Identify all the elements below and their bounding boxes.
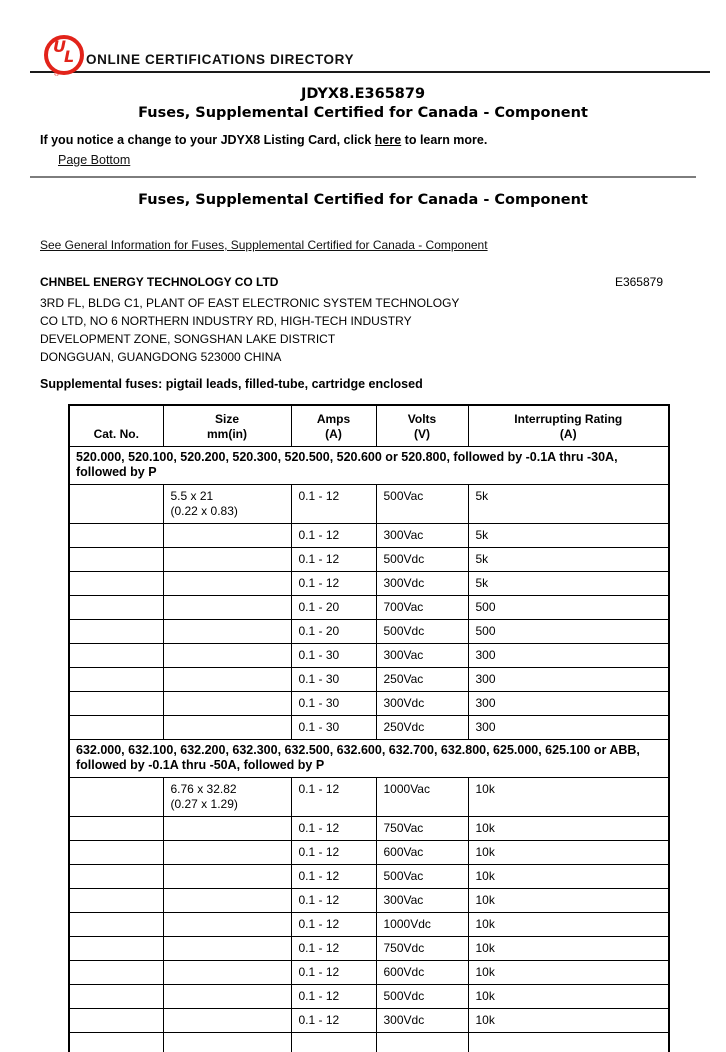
notice-pre: If you notice a change to your JDYX8 Listing Card, click	[40, 133, 375, 147]
cell-cat-no	[69, 936, 163, 960]
cell-volts: 500Vdc	[376, 547, 468, 571]
cell-cat-no	[69, 619, 163, 643]
registered-trademark-icon: ®	[54, 71, 60, 78]
table-section-header: 520.000, 520.100, 520.200, 520.300, 520.500, 520.600 or 520.800, followed by -0.1A thru -30A, followed by P	[69, 446, 669, 484]
cell-size: 5.5 x 21 (0.22 x 0.83)	[163, 484, 291, 523]
separator-rule	[30, 176, 696, 178]
table-row	[69, 936, 669, 960]
cell-size: 6.76 x 32.82 (0.27 x 1.29)	[163, 777, 291, 816]
cell-volts: 300Vac	[376, 888, 468, 912]
cell-cat-no	[69, 715, 163, 739]
cell-cat-no	[69, 547, 163, 571]
table-row	[69, 619, 669, 643]
table-row	[69, 547, 669, 571]
cell-size	[163, 715, 291, 739]
cell-interrupting-rating: 10k	[468, 936, 669, 960]
cell-interrupting-rating: 10k	[468, 777, 669, 816]
cell-interrupting-rating: 10k	[468, 888, 669, 912]
cell-cat-no	[69, 667, 163, 691]
cell-amps: 0.1 - 12	[291, 984, 376, 1008]
here-link[interactable]: here	[374, 133, 402, 147]
cell-size	[163, 619, 291, 643]
cell-interrupting-rating: 5k	[468, 547, 669, 571]
cell-cat-no	[69, 571, 163, 595]
cell-volts: 750Vdc	[376, 936, 468, 960]
table-row	[69, 484, 669, 523]
col-header-volts: Volts (V)	[376, 405, 468, 446]
cell-amps: 0.1 - 12	[291, 840, 376, 864]
cell-volts: 300Vac	[376, 523, 468, 547]
table-row	[69, 960, 669, 984]
cell-volts: 300Vac	[376, 643, 468, 667]
table-row	[69, 523, 669, 547]
ul-logo-icon	[44, 35, 86, 79]
company-row	[40, 275, 663, 289]
cell-size	[163, 1008, 291, 1032]
cell-interrupting-rating: 5k	[468, 523, 669, 547]
cell-cat-no	[69, 840, 163, 864]
cell-size	[163, 595, 291, 619]
spec-table	[68, 404, 670, 1052]
cell-interrupting-rating: 300	[468, 715, 669, 739]
cell-volts: 300Vdc	[376, 1008, 468, 1032]
cell-volts: 1000Vac	[376, 777, 468, 816]
cell-size	[163, 840, 291, 864]
masthead-rule	[30, 71, 710, 73]
cell-amps: 0.1 - 12	[291, 571, 376, 595]
cell-amps: 0.1 - 30	[291, 667, 376, 691]
col-header-interrupting-rating: Interrupting Rating (A)	[468, 405, 669, 446]
directory-title: ONLINE CERTIFICATIONS DIRECTORY	[86, 52, 355, 67]
cell-size	[163, 523, 291, 547]
cell-size-inches: (0.22 x 0.83)	[170, 503, 238, 518]
cell-cat-no	[69, 960, 163, 984]
cell-interrupting-rating: 10k	[468, 960, 669, 984]
table-header-row	[69, 405, 669, 446]
cell-volts: 500Vac	[376, 484, 468, 523]
cell-volts: 300Vdc	[376, 571, 468, 595]
cell-size	[163, 547, 291, 571]
spec-table-wrap	[68, 404, 670, 1052]
cell-interrupting-rating: 300	[468, 643, 669, 667]
cell-cat-no	[69, 864, 163, 888]
table-row	[69, 984, 669, 1008]
cell-size	[163, 960, 291, 984]
table-row	[69, 691, 669, 715]
address-line: DONGGUAN, GUANGDONG 523000 CHINA	[40, 350, 282, 364]
ul-logo-letter-u: U	[53, 37, 66, 56]
cell-volts: 600Vdc	[376, 960, 468, 984]
col-header-amps: Amps (A)	[291, 405, 376, 446]
cell-amps: 0.1 - 30	[291, 691, 376, 715]
cell-interrupting-rating: 10k	[468, 864, 669, 888]
product-description: Supplemental fuses: pigtail leads, filled-tube, cartridge enclosed	[40, 377, 423, 391]
col-header-cat-no: Cat. No.	[69, 405, 163, 446]
cell-cat-no	[69, 912, 163, 936]
company-address	[40, 294, 726, 366]
page-bottom-link[interactable]: Page Bottom	[58, 153, 131, 167]
table-row-partial	[69, 1032, 669, 1052]
cell-empty	[69, 1032, 163, 1052]
cell-amps: 0.1 - 20	[291, 595, 376, 619]
cell-volts: 250Vdc	[376, 715, 468, 739]
cell-amps: 0.1 - 12	[291, 936, 376, 960]
table-row	[69, 840, 669, 864]
cell-amps: 0.1 - 20	[291, 619, 376, 643]
address-line: CO LTD, NO 6 NORTHERN INDUSTRY RD, HIGH-TECH INDUSTRY	[40, 314, 412, 328]
cell-size	[163, 936, 291, 960]
cell-cat-no	[69, 643, 163, 667]
listing-title-line2: Fuses, Supplemental Certified for Canada - Component	[138, 105, 588, 121]
cell-empty	[163, 1032, 291, 1052]
cell-interrupting-rating: 10k	[468, 1008, 669, 1032]
cell-cat-no	[69, 1008, 163, 1032]
cell-amps: 0.1 - 12	[291, 1008, 376, 1032]
cell-cat-no	[69, 888, 163, 912]
table-row	[69, 715, 669, 739]
cell-size	[163, 984, 291, 1008]
cell-size	[163, 691, 291, 715]
table-section-header: 632.000, 632.100, 632.200, 632.300, 632.500, 632.600, 632.700, 632.800, 625.000, 625.100 or ABB, followed by -0.1A thru -50A, followed by P	[69, 739, 669, 777]
table-row	[69, 595, 669, 619]
cell-amps: 0.1 - 12	[291, 547, 376, 571]
cell-interrupting-rating: 300	[468, 691, 669, 715]
cell-amps: 0.1 - 12	[291, 888, 376, 912]
table-row	[69, 777, 669, 816]
cell-cat-no	[69, 523, 163, 547]
table-section-row	[69, 739, 669, 777]
cell-volts: 300Vdc	[376, 691, 468, 715]
company-name: CHNBEL ENERGY TECHNOLOGY CO LTD	[40, 275, 279, 289]
cell-interrupting-rating: 5k	[468, 484, 669, 523]
file-number: E365879	[614, 275, 663, 289]
cell-interrupting-rating: 10k	[468, 816, 669, 840]
cell-amps: 0.1 - 12	[291, 816, 376, 840]
cell-interrupting-rating: 300	[468, 667, 669, 691]
cell-empty	[376, 1032, 468, 1052]
table-row	[69, 1008, 669, 1032]
cell-amps: 0.1 - 30	[291, 715, 376, 739]
cell-size	[163, 816, 291, 840]
cell-cat-no	[69, 984, 163, 1008]
cell-amps: 0.1 - 12	[291, 912, 376, 936]
cell-amps: 0.1 - 12	[291, 960, 376, 984]
cell-interrupting-rating: 500	[468, 619, 669, 643]
cell-cat-no	[69, 816, 163, 840]
cell-cat-no	[69, 595, 163, 619]
cell-interrupting-rating: 10k	[468, 984, 669, 1008]
notice-text	[40, 133, 726, 147]
ul-logo-letter-l: L	[64, 47, 75, 66]
cell-volts: 500Vac	[376, 864, 468, 888]
cell-interrupting-rating: 10k	[468, 840, 669, 864]
table-row	[69, 643, 669, 667]
cell-amps: 0.1 - 12	[291, 864, 376, 888]
cell-amps: 0.1 - 12	[291, 777, 376, 816]
cell-volts: 750Vac	[376, 816, 468, 840]
category-heading: Fuses, Supplemental Certified for Canada - Component	[138, 192, 588, 208]
cell-volts: 1000Vdc	[376, 912, 468, 936]
notice-post: to learn more.	[401, 133, 488, 147]
cell-size	[163, 571, 291, 595]
cell-empty	[291, 1032, 376, 1052]
cell-size	[163, 667, 291, 691]
table-row	[69, 816, 669, 840]
cell-cat-no	[69, 484, 163, 523]
cell-volts: 700Vac	[376, 595, 468, 619]
table-row	[69, 864, 669, 888]
cell-cat-no	[69, 777, 163, 816]
cell-interrupting-rating: 10k	[468, 912, 669, 936]
cell-cat-no	[69, 691, 163, 715]
col-header-size: Size mm(in)	[163, 405, 291, 446]
cell-size	[163, 888, 291, 912]
address-line: 3RD FL, BLDG C1, PLANT OF EAST ELECTRONIC SYSTEM TECHNOLOGY	[40, 296, 460, 310]
general-information-link[interactable]: See General Information for Fuses, Supplemental Certified for Canada - Component	[40, 238, 488, 252]
cell-volts: 500Vdc	[376, 984, 468, 1008]
cell-volts: 500Vdc	[376, 619, 468, 643]
cell-amps: 0.1 - 12	[291, 523, 376, 547]
table-row	[69, 912, 669, 936]
table-section-row	[69, 446, 669, 484]
cell-empty	[468, 1032, 669, 1052]
cell-size-inches: (0.27 x 1.29)	[170, 796, 238, 811]
cell-size	[163, 864, 291, 888]
cell-amps: 0.1 - 12	[291, 484, 376, 523]
table-row	[69, 888, 669, 912]
table-row	[69, 571, 669, 595]
cell-interrupting-rating: 5k	[468, 571, 669, 595]
cell-size	[163, 643, 291, 667]
cell-amps: 0.1 - 30	[291, 643, 376, 667]
cell-volts: 250Vac	[376, 667, 468, 691]
spec-table-body	[69, 446, 669, 1052]
table-row	[69, 667, 669, 691]
cell-volts: 600Vac	[376, 840, 468, 864]
cell-interrupting-rating: 500	[468, 595, 669, 619]
address-line: DEVELOPMENT ZONE, SONGSHAN LAKE DISTRICT	[40, 332, 336, 346]
masthead	[0, 0, 726, 82]
listing-title-line1: JDYX8.E365879	[300, 86, 426, 102]
cell-size	[163, 912, 291, 936]
